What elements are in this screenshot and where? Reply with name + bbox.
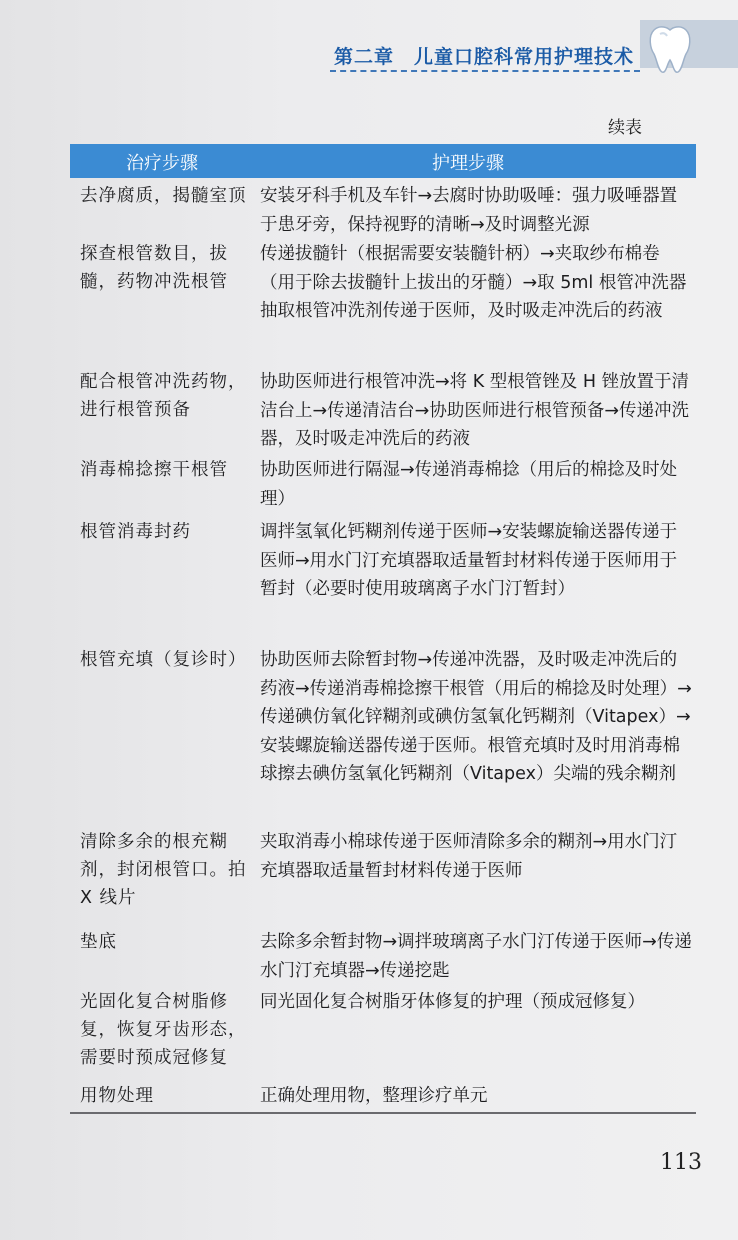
nursing-step: 夹取消毒小棉球传递于医师清除多余的糊剂→用水门汀充填器取适量暂封材料传递于医师 — [260, 832, 678, 881]
column-header-nursing-step: 护理步骤 — [432, 153, 504, 174]
nursing-step: 去除多余暂封物→调拌玻璃离子水门汀传递于医师→传递水门汀充填器→传递挖匙 — [260, 932, 692, 981]
nursing-step: 安装牙科手机及车针→去腐时协助吸唾：强力吸唾器置于患牙旁，保持视野的清晰→及时调整光源 — [260, 186, 678, 235]
page-number: 113 — [660, 1150, 702, 1175]
treatment-step: 探查根管数目，拔髓，药物冲洗根管 — [80, 244, 228, 292]
nursing-step: 调拌氢氧化钙糊剂传递于医师→安装螺旋输送器传递于医师→用水门汀充填器取适量暂封材料传递于医师用于暂封（必要时使用玻璃离子水门汀暂封） — [260, 522, 678, 599]
nursing-step: 传递拔髓针（根据需要安装髓针柄）→夹取纱布棉卷（用于除去拔髓针上拔出的牙髓）→取 5ml 根管冲洗器抽取根管冲洗剂传递于医师，及时吸走冲洗后的药液 — [260, 244, 687, 321]
continued-label: 续表 — [608, 118, 642, 138]
treatment-step: 光固化复合树脂修复，恢复牙齿形态，需要时预成冠修复 — [80, 992, 247, 1068]
treatment-step: 用物处理 — [80, 1086, 154, 1106]
header-dashed-rule — [330, 70, 640, 72]
column-header-treatment-step: 治疗步骤 — [126, 153, 198, 174]
treatment-step: 消毒棉捻擦干根管 — [80, 460, 228, 480]
treatment-step: 清除多余的根充糊剂，封闭根管口。拍 X 线片 — [80, 832, 247, 908]
nursing-step: 协助医师进行隔湿→传递消毒棉捻（用后的棉捻及时处理） — [260, 460, 678, 509]
tooth-icon — [640, 20, 700, 76]
nursing-step: 协助医师进行根管冲洗→将 K 型根管锉及 H 锉放置于清洁台上→传递清洁台→协助医师进行根管预备→传递冲洗器，及时吸走冲洗后的药液 — [260, 372, 690, 449]
table-header — [70, 144, 696, 178]
chapter-header — [330, 40, 650, 68]
treatment-step: 垫底 — [80, 932, 117, 952]
treatment-step: 根管消毒封药 — [80, 522, 191, 542]
nursing-step: 协助医师去除暂封物→传递冲洗器，及时吸走冲洗后的药液→传递消毒棉捻擦干根管（用后的棉捻及时处理）→传递碘仿氧化锌糊剂或碘仿氢氧化钙糊剂（Vitapex）→安装螺旋输送器传递于医师。根管充填时及时用消毒棉球擦去碘仿氢氧化钙糊剂（Vitapex）尖端的残余糊剂 — [260, 650, 692, 784]
table-bottom-rule — [70, 1112, 696, 1114]
treatment-step: 去净腐质，揭髓室顶 — [80, 186, 247, 206]
treatment-step: 配合根管冲洗药物，进行根管预备 — [80, 372, 247, 420]
nursing-step: 同光固化复合树脂牙体修复的护理（预成冠修复） — [260, 992, 645, 1012]
nursing-step: 正确处理用物，整理诊疗单元 — [260, 1086, 488, 1106]
treatment-step: 根管充填（复诊时） — [80, 650, 247, 670]
chapter-title: 第二章 儿童口腔科常用护理技术 — [334, 46, 635, 68]
